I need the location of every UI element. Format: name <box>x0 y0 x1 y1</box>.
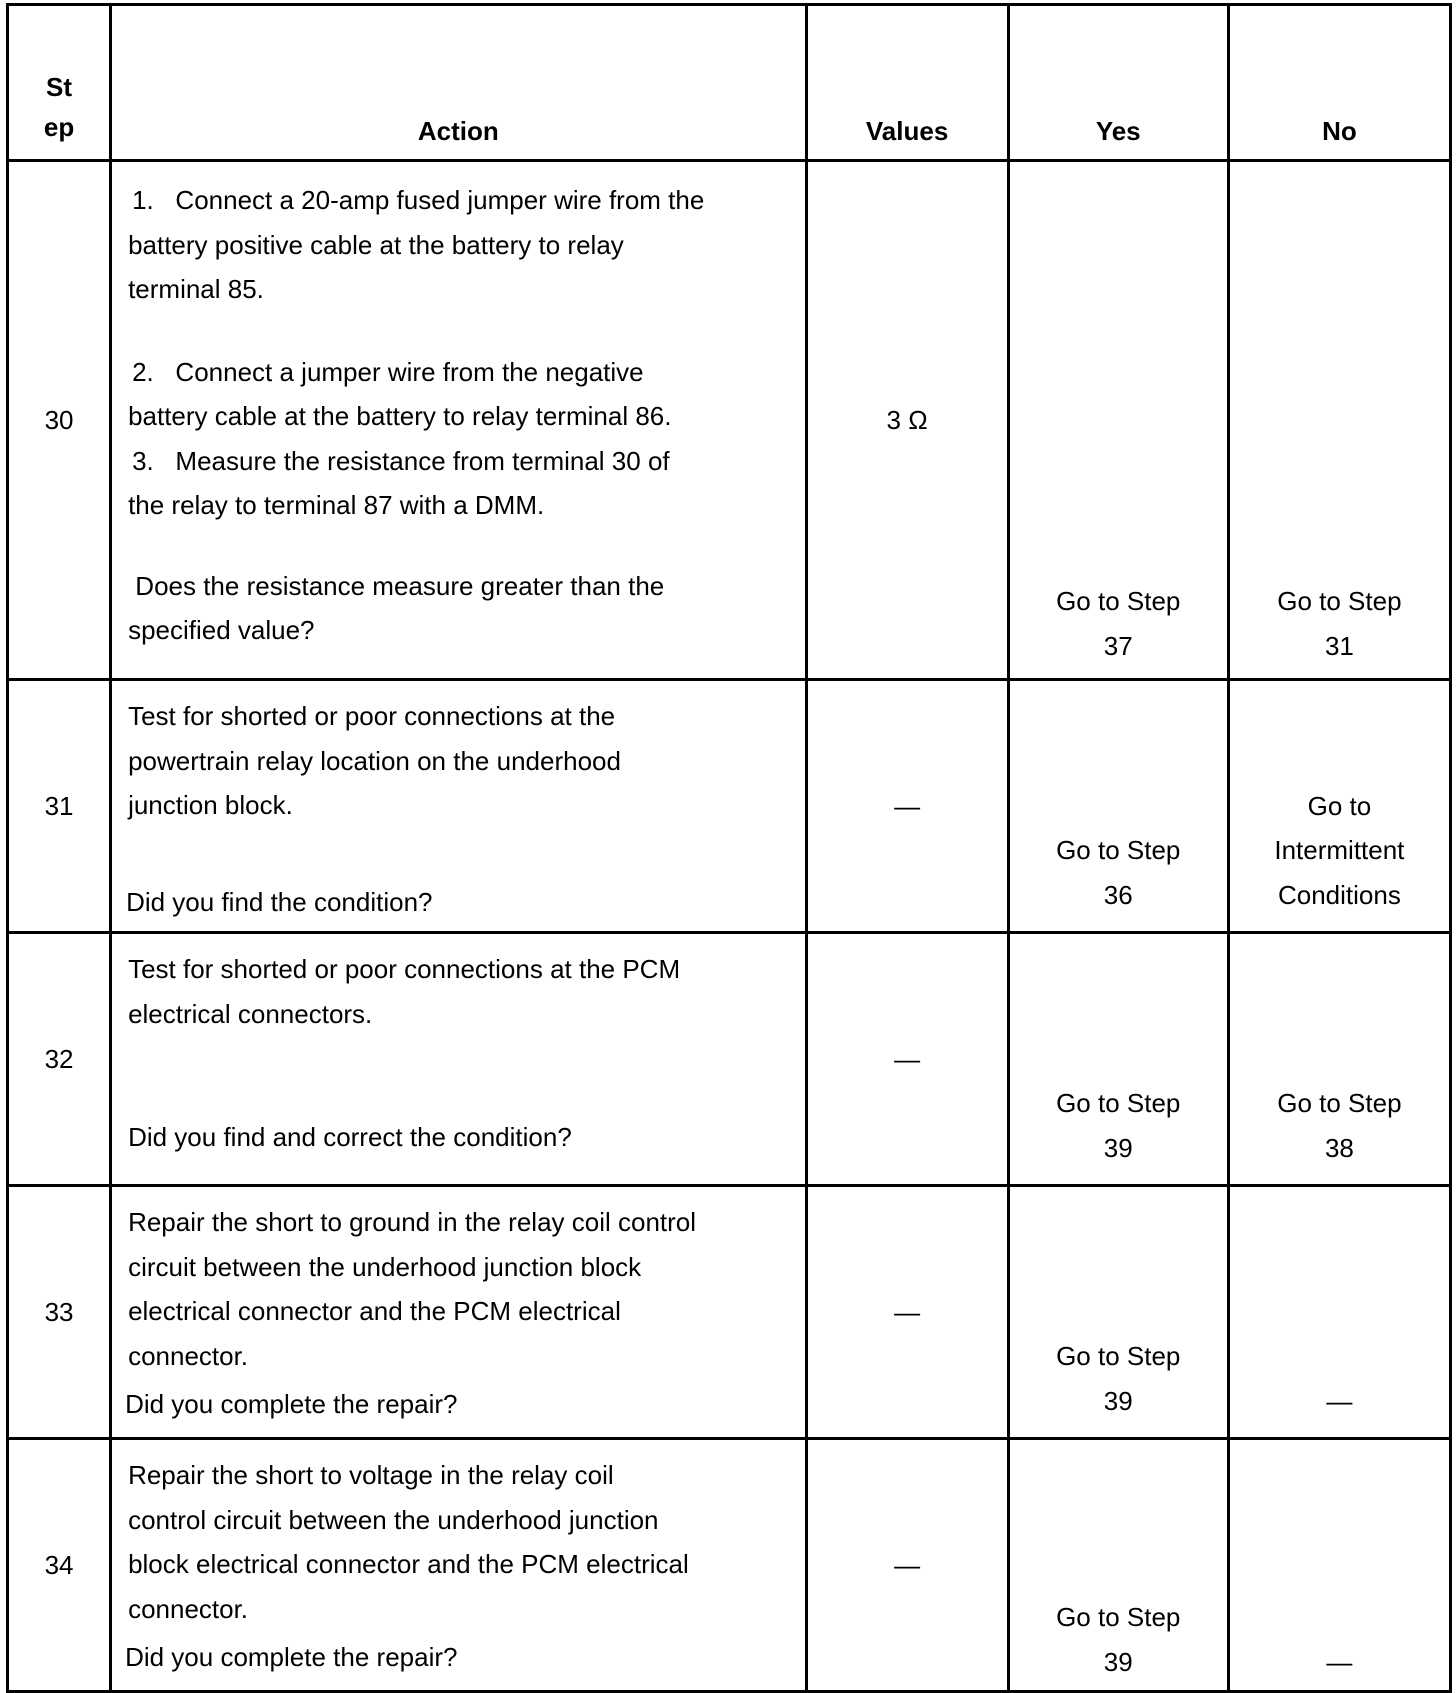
no-line: 38 <box>1324 1132 1354 1163</box>
yes-cell <box>1008 1186 1228 1439</box>
action-line: Test for shorted or poor connections at the PCM <box>128 954 681 984</box>
action-line: connector. <box>128 1593 249 1624</box>
no-line: Go to Step <box>1277 1088 1402 1118</box>
action-cell <box>111 1439 806 1692</box>
yes-line: 39 <box>1103 1132 1133 1163</box>
yes-line: 39 <box>1103 1385 1133 1416</box>
header-no: No <box>1228 5 1450 161</box>
table-header-row <box>8 5 1451 161</box>
yes-line: 36 <box>1103 879 1133 910</box>
action-line: terminal 85. <box>128 274 264 304</box>
header-step-line2: ep <box>43 112 75 142</box>
yes-line: Go to Step <box>1056 1341 1181 1371</box>
yes-cell <box>1008 161 1228 680</box>
no-cell <box>1228 1186 1450 1439</box>
no-line: Go to Step <box>1277 586 1402 616</box>
value-cell: — <box>806 1186 1008 1439</box>
action-line: Repair the short to voltage in the relay coil <box>128 1460 614 1490</box>
value-cell: — <box>806 680 1008 933</box>
header-step <box>8 5 111 161</box>
step-number: 31 <box>8 680 111 933</box>
action-line: connector. <box>128 1340 249 1371</box>
yes-line: Go to Step <box>1056 1088 1181 1118</box>
no-cell <box>1228 933 1450 1186</box>
question-line: Does the resistance measure greater than the <box>128 570 665 601</box>
action-line: battery positive cable at the battery to relay <box>128 229 624 260</box>
header-yes: Yes <box>1008 5 1228 161</box>
question-line: Did you find and correct the condition? <box>128 1122 572 1152</box>
yes-cell <box>1008 680 1228 933</box>
table-row <box>8 680 1451 933</box>
action-line: block electrical connector and the PCM electrical <box>128 1549 689 1579</box>
action-cell <box>111 933 806 1186</box>
header-values: Values <box>806 5 1008 161</box>
action-cell <box>111 1186 806 1439</box>
action-line: junction block. <box>128 790 293 820</box>
question-line: Did you find the condition? <box>126 886 433 917</box>
yes-cell <box>1008 933 1228 1186</box>
yes-line: Go to Step <box>1056 1602 1181 1632</box>
action-line: control circuit between the underhood junction <box>128 1504 659 1535</box>
table-row <box>8 161 1451 680</box>
no-line: Go to <box>1307 790 1372 821</box>
step-number: 30 <box>8 161 111 680</box>
yes-line: 39 <box>1103 1646 1133 1677</box>
action-line: powertrain relay location on the underhood <box>128 745 621 776</box>
value-cell: — <box>806 1439 1008 1692</box>
action-line: 2. Connect a jumper wire from the negative <box>132 356 644 387</box>
action-line: electrical connector and the PCM electrical <box>128 1296 621 1326</box>
no-cell <box>1228 1439 1450 1692</box>
no-cell <box>1228 680 1450 933</box>
yes-cell <box>1008 1439 1228 1692</box>
question-line: specified value? <box>128 615 315 645</box>
action-line: 1. Connect a 20-amp fused jumper wire from the <box>132 185 705 215</box>
value-cell: 3 Ω <box>806 161 1008 680</box>
diagnostic-table <box>6 3 1452 1693</box>
action-cell <box>111 680 806 933</box>
question-line: Did you complete the repair? <box>125 1389 458 1419</box>
header-step-line1: St <box>46 72 73 102</box>
action-line: Test for shorted or poor connections at the <box>128 701 616 731</box>
no-cell <box>1228 161 1450 680</box>
action-cell <box>111 161 806 680</box>
no-line: — <box>1326 1646 1353 1677</box>
value-cell: — <box>806 933 1008 1186</box>
no-line: Intermittent <box>1274 835 1405 865</box>
yes-line: Go to Step <box>1056 586 1181 616</box>
step-number: 34 <box>8 1439 111 1692</box>
action-line: the relay to terminal 87 with a DMM. <box>128 490 545 520</box>
table-row <box>8 1186 1451 1439</box>
step-number: 33 <box>8 1186 111 1439</box>
no-line: 31 <box>1324 630 1354 661</box>
action-line: 3. Measure the resistance from terminal 30 of <box>132 445 670 476</box>
no-line: — <box>1326 1385 1353 1416</box>
yes-line: 37 <box>1103 630 1133 661</box>
action-line: Repair the short to ground in the relay coil control <box>128 1207 697 1237</box>
yes-line: Go to Step <box>1056 835 1181 865</box>
step-number: 32 <box>8 933 111 1186</box>
header-action: Action <box>111 5 806 161</box>
question-line: Did you complete the repair? <box>125 1642 458 1672</box>
action-line: circuit between the underhood junction block <box>128 1251 642 1282</box>
action-line: electrical connectors. <box>128 998 373 1029</box>
table-row <box>8 933 1451 1186</box>
no-line: Conditions <box>1277 879 1401 910</box>
table-row <box>8 1439 1451 1692</box>
action-line: battery cable at the battery to relay terminal 86. <box>128 401 672 431</box>
